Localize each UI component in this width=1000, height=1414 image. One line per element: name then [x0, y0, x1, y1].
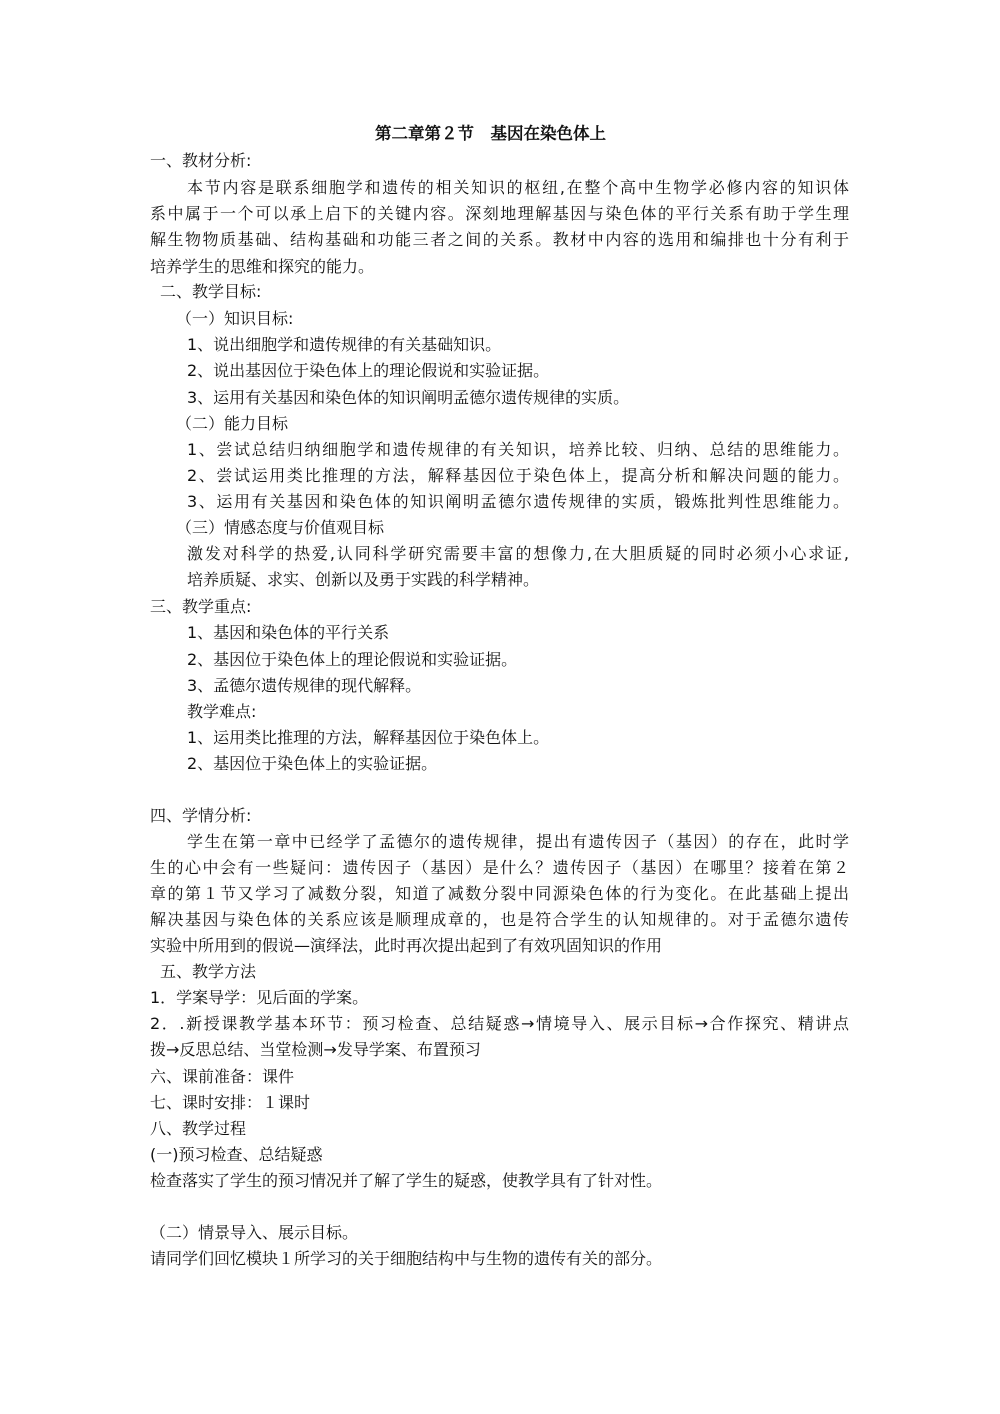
section-heading: 四、学情分析: [150, 806, 252, 825]
subsection-heading: (一)预习检查、总结疑惑 [150, 1145, 323, 1164]
paragraph-line: 解决基因与染色体的关系应该是顺理成章的，也是符合学生的认知规律的。对于孟德尔遗传 [150, 910, 849, 929]
list-item: 2、尝试运用类比推理的方法，解释基因位于染色体上，提高分析和解决问题的能力。 [187, 466, 849, 485]
section-heading: 八、教学过程 [150, 1119, 247, 1138]
list-item: 3、运用有关基因和染色体的知识阐明孟德尔遗传规律的实质，锻炼批判性思维能力。 [187, 492, 849, 511]
subsection-heading: （二）情景导入、展示目标。 [150, 1223, 359, 1242]
paragraph-line: 培养质疑、求实、创新以及勇于实践的科学精神。 [187, 570, 540, 589]
subsection-heading: （三）情感态度与价值观目标 [176, 518, 385, 537]
paragraph-line: 检查落实了学生的预习情况并了解了学生的疑惑，使教学具有了针对性。 [150, 1171, 663, 1190]
paragraph-line: 请同学们回忆模块１所学习的关于细胞结构中与生物的遗传有关的部分。 [150, 1249, 663, 1268]
paragraph-line: 生的心中会有一些疑问：遗传因子（基因）是什么？遗传因子（基因）在哪里？接着在第２ [150, 858, 849, 877]
list-item: 2、基因位于染色体上的理论假说和实验证据。 [187, 650, 518, 669]
paragraph-line: 学生在第一章中已经学了孟德尔的遗传规律，提出有遗传因子（基因）的存在，此时学 [187, 832, 849, 851]
section-heading: 六、课前准备：课件 [150, 1067, 295, 1086]
section-heading: 七、课时安排：１课时 [150, 1093, 311, 1112]
paragraph-line: 本节内容是联系细胞学和遗传的相关知识的枢纽,在整个高中生物学必修内容的知识体 [187, 178, 849, 197]
list-item: 3、孟德尔遗传规律的现代解释。 [187, 676, 422, 695]
document-title: 第二章第２节 基因在染色体上 [375, 124, 606, 143]
paragraph-line: 拨→反思总结、当堂检测→发导学案、布置预习 [150, 1040, 481, 1059]
paragraph-line: 系中属于一个可以承上启下的关键内容。深刻地理解基因与染色体的平行关系有助于学生理 [150, 204, 849, 223]
section-heading: 三、教学重点: [150, 597, 252, 616]
paragraph-line: 培养学生的思维和探究的能力。 [150, 257, 375, 276]
section-heading: 二、教学目标: [160, 282, 262, 301]
list-item: 1．学案导学：见后面的学案。 [150, 988, 369, 1007]
list-item: 2、基因位于染色体上的实验证据。 [187, 754, 438, 773]
list-item: 1、说出细胞学和遗传规律的有关基础知识。 [187, 335, 502, 354]
list-item: 2、说出基因位于染色体上的理论假说和实验证据。 [187, 361, 550, 380]
paragraph-line: 激发对科学的热爱,认同科学研究需要丰富的想像力,在大胆质疑的同时必须小心求证, [187, 544, 849, 563]
section-heading: 一、教材分析: [150, 151, 252, 170]
section-heading: 五、教学方法 [160, 962, 257, 981]
paragraph-line: 章的第１节又学习了减数分裂，知道了减数分裂中同源染色体的行为变化。在此基础上提出 [150, 884, 849, 903]
paragraph-line: 实验中所用到的假说—演绎法，此时再次提出起到了有效巩固知识的作用 [150, 936, 663, 955]
subsection-heading: （一）知识目标: [176, 309, 294, 328]
subsection-heading: （二）能力目标 [176, 414, 289, 433]
list-item: 1、基因和染色体的平行关系 [187, 623, 390, 642]
list-item: 3、运用有关基因和染色体的知识阐明孟德尔遗传规律的实质。 [187, 388, 630, 407]
paragraph-line: 解生物物质基础、结构基础和功能三者之间的关系。教材中内容的选用和编排也十分有利于 [150, 230, 849, 249]
subsection-heading: 教学难点: [187, 702, 257, 721]
list-item: 2．.新授课教学基本环节：预习检查、总结疑惑→情境导入、展示目标→合作探究、精讲点 [150, 1014, 849, 1033]
list-item: 1、尝试总结归纳细胞学和遗传规律的有关知识，培养比较、归纳、总结的思维能力。 [187, 440, 849, 459]
list-item: 1、运用类比推理的方法，解释基因位于染色体上。 [187, 728, 550, 747]
